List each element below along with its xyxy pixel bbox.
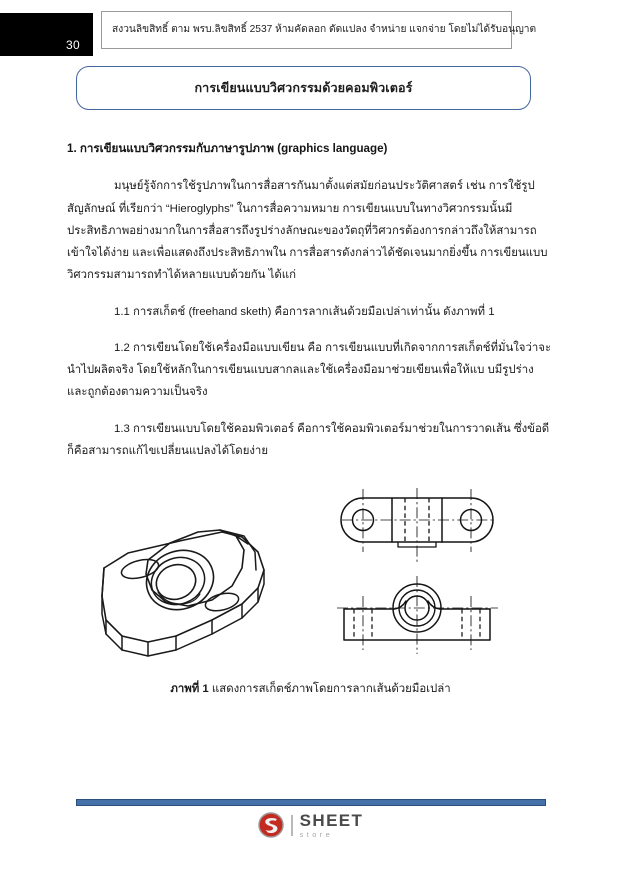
figure-1 bbox=[0, 486, 621, 701]
page-number-block bbox=[0, 13, 93, 56]
figure-caption bbox=[0, 680, 621, 698]
chapter-title-box bbox=[76, 66, 531, 110]
logo-brand-text: SHEET bbox=[299, 811, 364, 830]
section-heading: 1. การเขียนแบบวิศวกรรมกับภาษารูปภาพ (graphics language) bbox=[67, 142, 388, 155]
logo-divider bbox=[291, 815, 293, 836]
sheet-store-logo-icon bbox=[258, 812, 284, 838]
copyright-notice-text: สงวนลิขสิทธิ์ ตาม พรบ.ลิขสิทธิ์ 2537 ห้ามคัดลอก ดัดแปลง จำหน่าย แจกจ่าย โดยไม่ได้รับอนุญาต bbox=[112, 24, 537, 36]
footer-logo bbox=[0, 812, 621, 838]
page-number: 30 bbox=[66, 38, 80, 52]
logo-subtitle-text: store bbox=[299, 830, 334, 839]
logo-wordmark bbox=[300, 812, 364, 838]
list-item-1-3: 1.3 การเขียนแบบโดยใช้คอมพิวเตอร์ คือการใช้คอมพิวเตอร์มาช่วยในการวาดเส้น ซึ่งข้อดีก็คือสามารถแก้ไขเปลี่ยนแปลงได้โดยง่าย bbox=[67, 422, 550, 457]
orthographic-top-and-front-views bbox=[332, 484, 532, 684]
copyright-notice-box bbox=[101, 11, 537, 49]
footer-divider bbox=[76, 799, 546, 806]
list-item-1-1: 1.1 การสเก็ตช์ (freehand sketh) คือการลากเส้นด้วยมือเปล่าเท่านั้น ดังภาพที่ 1 bbox=[114, 305, 495, 318]
page-title: การเขียนแบบวิศวกรรมด้วยคอมพิวเตอร์ bbox=[194, 81, 413, 95]
body-paragraph: มนุษย์รู้จักการใช้รูปภาพในการสื่อสารกันมาตั้งแต่สมัยก่อนประวัติศาสตร์ เช่น การใช้รูปสัญลักษณ์ ที่เรียกว่า “Hieroglyphs” ในการสื่อความหมาย การเขียนแบบในทางวิศวกรรมนั้นมีประสิทธิภาพอย่างมากในการสื่อสารถึงรูปร่างลักษณะของวัตถุที่วิศวกรต้องการกล่าวถึงให้สามารถเข้าใจได้ง่าย และเพื่อแสดงถึงประสิทธิภาพใน การสื่อสารดังกล่าวได้ชัดเจนมากยิ่งขึ้น การเขียนแบบวิศวกรรมสามารถทำได้หลายแบบด้วยกัน ได้แก่ bbox=[67, 180, 548, 282]
body-content bbox=[67, 140, 554, 466]
list-item-1-2: 1.2 การเขียนโดยใช้เครื่องมือแบบเขียน คือ การเขียนแบบที่เกิดจากการสเก็ตช์ที่มั่นใจว่าจะนำไปผลิตจริง โดยใช้หลักในการเขียนแบบสากลและใช้เครื่องมือมาช่วยเขียนเพื่อให้แบ บมีรูปร่างและถูกต้องตามความเป็นจริง bbox=[67, 341, 552, 399]
figure-caption-text: แสดงการสเก็ตช์ภาพโดยการลากเส้นด้วยมือเปล่า bbox=[208, 683, 451, 695]
isometric-bearing-bracket-sketch bbox=[92, 496, 322, 691]
figure-caption-label: ภาพที่ 1 bbox=[170, 683, 209, 695]
